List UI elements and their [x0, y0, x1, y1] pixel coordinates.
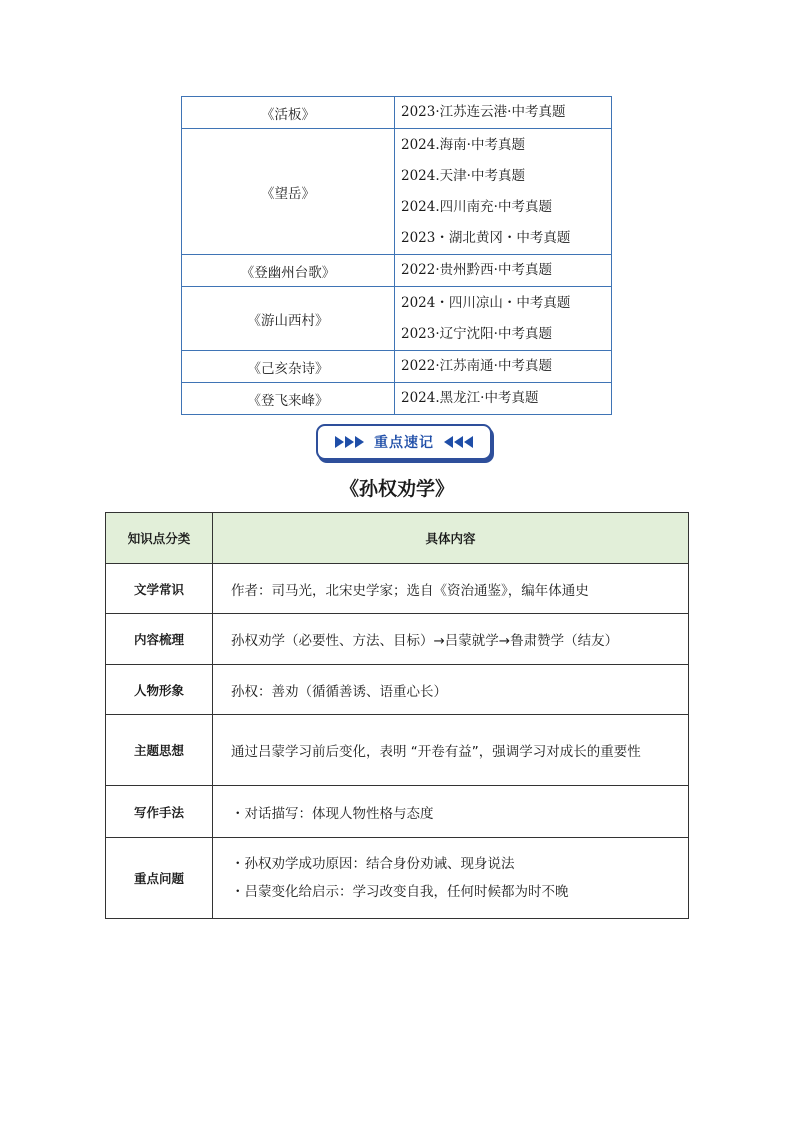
- exam-source: 2024.海南·中考真题: [401, 137, 525, 153]
- table-header-row: [106, 513, 689, 564]
- exam-source: 2022·贵州黔西·中考真题: [401, 262, 552, 278]
- key-question-point: ・孙权劝学成功原因：结合身份劝诫、现身说法: [231, 856, 515, 872]
- table-row: [106, 564, 689, 614]
- exam-source-table: [181, 96, 612, 415]
- banner-label: 重点速记: [374, 435, 434, 451]
- column-header-content: 具体内容: [213, 513, 689, 564]
- source-cell: [395, 129, 612, 255]
- poem-title: 《望岳》: [182, 129, 395, 255]
- table-row: [106, 786, 689, 838]
- exam-source: 2023·江苏连云港·中考真题: [401, 104, 566, 120]
- table-row: [182, 287, 612, 351]
- content-cell: 作者：司马光，北宋史学家；选自《资治通鉴》，编年体通史: [213, 564, 689, 614]
- column-header-category: 知识点分类: [106, 513, 213, 564]
- table-row: [182, 97, 612, 129]
- source-cell: [395, 383, 612, 415]
- category-cell: 写作手法: [106, 786, 213, 838]
- source-cell: [395, 255, 612, 287]
- source-cell: [395, 97, 612, 129]
- key-question-point: ・吕蒙变化给启示：学习改变自我，任何时候都为时不晚: [231, 884, 569, 900]
- poem-title: 《游山西村》: [182, 287, 395, 351]
- exam-source: 2023·辽宁沈阳·中考真题: [401, 326, 552, 342]
- source-cell: [395, 287, 612, 351]
- page-title: 《孙权劝学》: [339, 478, 454, 500]
- poem-title: 《己亥杂诗》: [182, 351, 395, 383]
- content-cell: 孙权劝学（必要性、方法、目标）→吕蒙就学→鲁肃赞学（结友）: [213, 614, 689, 665]
- category-cell: 重点问题: [106, 838, 213, 919]
- exam-source: 2022·江苏南通·中考真题: [401, 358, 552, 374]
- knowledge-table: [105, 512, 689, 919]
- exam-source: 2024.四川南充·中考真题: [401, 199, 552, 215]
- table-row: [106, 715, 689, 786]
- exam-source: 2024.黑龙江·中考真题: [401, 390, 539, 406]
- category-cell: 内容梳理: [106, 614, 213, 665]
- content-cell: ・对话描写：体现人物性格与态度: [213, 786, 689, 838]
- left-arrows-icon: [444, 436, 473, 448]
- table-row: [182, 351, 612, 383]
- right-arrows-icon: [335, 436, 364, 448]
- exam-source: 2023・湖北黄冈・中考真题: [401, 230, 571, 246]
- section-banner: [316, 424, 492, 460]
- poem-title: 《登幽州台歌》: [182, 255, 395, 287]
- poem-title: 《登飞来峰》: [182, 383, 395, 415]
- category-cell: 主题思想: [106, 715, 213, 786]
- table-row: [182, 383, 612, 415]
- table-row: [106, 614, 689, 665]
- table-row: [182, 255, 612, 287]
- category-cell: 文学常识: [106, 564, 213, 614]
- exam-source: 2024・四川凉山・中考真题: [401, 295, 571, 311]
- poem-title: 《活板》: [182, 97, 395, 129]
- source-cell: [395, 351, 612, 383]
- table-row: [106, 838, 689, 919]
- content-cell: [213, 838, 689, 919]
- table-row: [106, 665, 689, 715]
- category-cell: 人物形象: [106, 665, 213, 715]
- content-cell: 孙权：善劝（循循善诱、语重心长）: [213, 665, 689, 715]
- exam-source: 2024.天津·中考真题: [401, 168, 525, 184]
- table-row: [182, 129, 612, 255]
- content-cell: 通过吕蒙学习前后变化，表明 “开卷有益”，强调学习对成长的重要性: [213, 715, 689, 786]
